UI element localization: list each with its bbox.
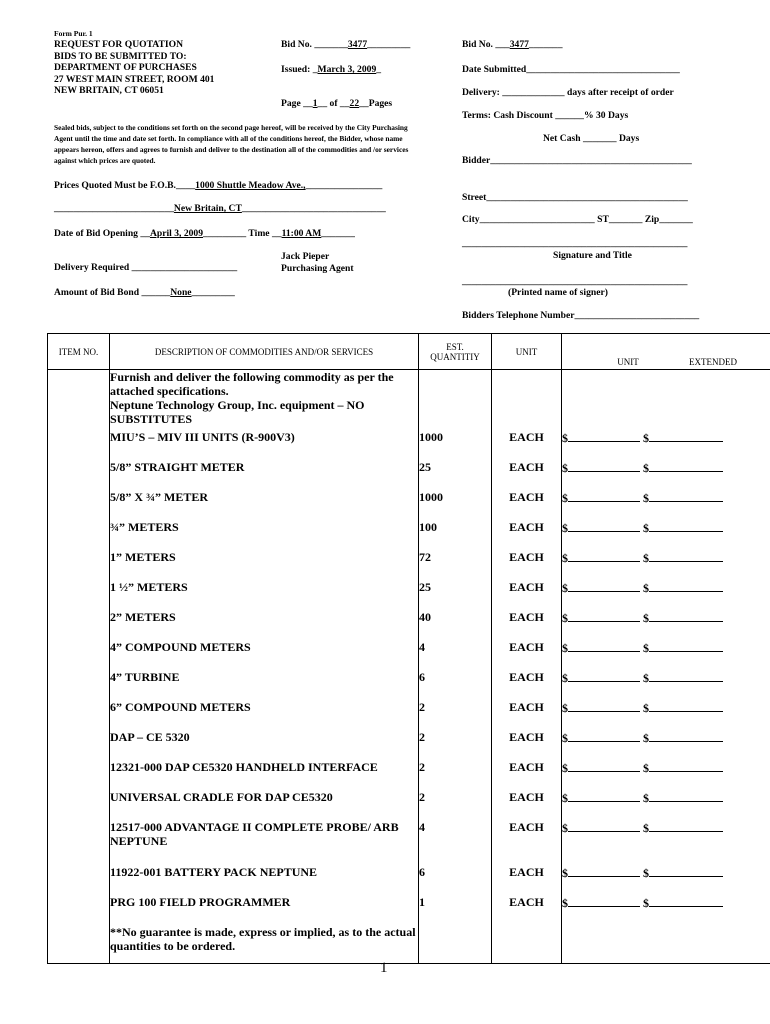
table-row [48,610,770,640]
item-quantity: 25 [419,580,492,610]
item-quantity: 25 [419,460,492,490]
item-description: 11922-001 BATTERY PACK NEPTUNE [110,865,419,895]
delivery-required-line: Delivery Required ______________________ [54,262,238,273]
item-quantity: 2 [419,700,492,730]
item-quantity: 2 [419,730,492,760]
cash-discount-field[interactable]: Terms: Cash Discount ______% 30 Days [462,110,629,121]
item-unit: EACH [492,730,562,760]
col-price: UNIT EXTENDED [562,334,770,370]
item-no-cell [48,640,110,670]
extended-price-field[interactable]: $ [643,671,723,685]
table-row [48,865,770,895]
item-quantity: 2 [419,790,492,820]
bid-no-value: 3477 [347,39,368,50]
right-bid-no: Bid No. ___3477_______ [462,39,563,50]
col-quantity: EST. QUANTITIY [419,334,492,370]
col-unit: UNIT [492,334,562,370]
printed-name-line[interactable]: _______________________________________________ [462,276,688,287]
item-no-cell [48,520,110,550]
extended-price-field[interactable]: $ [643,551,723,565]
item-no-cell [48,460,110,490]
unit-price-field[interactable]: $ [562,896,640,910]
unit-price-field[interactable]: $ [562,671,640,685]
agent-name: Jack Pieper [281,251,330,262]
form-label: Form Pur. 1 [54,29,93,38]
intro-row [48,370,770,431]
extended-price-field[interactable]: $ [643,611,723,625]
unit-price-field[interactable]: $ [562,521,640,535]
item-quantity: 1 [419,895,492,925]
item-unit: EACH [492,700,562,730]
price-cells [562,460,770,490]
item-description: 4” COMPOUND METERS [110,640,419,670]
unit-price-field[interactable]: $ [562,491,640,505]
price-cells [562,670,770,700]
item-no-cell [48,610,110,640]
table-row [48,820,770,865]
table-header-row [48,334,770,370]
bid-bond-line: Amount of Bid Bond ______None_________ [54,287,235,298]
item-quantity: 2 [419,760,492,790]
price-cells [562,520,770,550]
item-no-cell [48,490,110,520]
item-no-cell [48,430,110,460]
net-cash-field[interactable]: Net Cash _______ Days [543,133,640,144]
table-row [48,700,770,730]
price-cells [562,730,770,760]
page-count: Page __1__ of __22__Pages [281,98,393,109]
bid-no-field: Bid No. _______3477_________ [281,39,411,50]
table-row [48,640,770,670]
delivery-days-field[interactable]: Delivery: _____________ days after receipt of order [462,87,674,98]
agent-title: Purchasing Agent [281,262,354,274]
signature-label: Signature and Title [553,250,632,261]
fob-line: Prices Quoted Must be F.O.B.____1000 Shuttle Meadow Ave.,________________ [54,180,383,191]
extended-price-field[interactable]: $ [643,761,723,775]
table-row [48,790,770,820]
title-line: 27 WEST MAIN STREET, ROOM 401 [54,73,215,85]
table-row [48,430,770,460]
item-unit: EACH [492,430,562,460]
price-cells [562,550,770,580]
item-description: 6” COMPOUND METERS [110,700,419,730]
item-unit: EACH [492,520,562,550]
unit-price-field[interactable]: $ [562,731,640,745]
extended-price-field[interactable]: $ [643,866,723,880]
table-row [48,895,770,925]
item-unit: EACH [492,895,562,925]
item-description: 12517-000 ADVANTAGE II COMPLETE PROBE/ ARB NEPTUNE [110,820,419,865]
item-no-cell [48,820,110,865]
item-description: 5/8” X ¾” METER [110,490,419,520]
price-cells [562,820,770,865]
table-row [48,760,770,790]
telephone-field[interactable]: Bidders Telephone Number__________________________ [462,310,700,321]
bid-bond-value: None [170,287,192,298]
city-st-zip-field[interactable]: City________________________ ST_______ Zip_______ [462,214,693,225]
fob-city-line: _________________________New Britain, CT______________________________ [54,203,386,214]
bidder-field[interactable]: Bidder__________________________________________ [462,155,692,166]
unit-price-field[interactable]: $ [562,641,640,655]
price-cells [562,610,770,640]
col-item-no: ITEM NO. [48,334,110,370]
agent-block [281,251,354,274]
item-unit: EACH [492,790,562,820]
unit-price-field[interactable]: $ [562,581,640,595]
item-no-cell [48,865,110,895]
item-unit: EACH [492,550,562,580]
page-number: 1 [380,960,388,976]
item-no-cell [48,895,110,925]
items-table [47,333,770,964]
unit-price-field[interactable]: $ [562,431,640,445]
title-line: BIDS TO BE SUBMITTED TO: [54,50,187,62]
item-quantity: 40 [419,610,492,640]
price-cells [562,895,770,925]
item-no-cell [48,760,110,790]
table-row [48,520,770,550]
item-unit: EACH [492,460,562,490]
unit-price-field[interactable]: $ [562,866,640,880]
price-cells [562,640,770,670]
table-row [48,730,770,760]
extended-price-field[interactable]: $ [643,791,723,805]
item-description: MIU’S – MIV III UNITS (R-900V3) [110,430,419,460]
item-unit: EACH [492,865,562,895]
item-quantity: 4 [419,640,492,670]
item-quantity: 72 [419,550,492,580]
item-unit: EACH [492,760,562,790]
unit-price-field[interactable]: $ [562,701,640,715]
extended-price-field[interactable]: $ [643,491,723,505]
col-description: DESCRIPTION OF COMMODITIES AND/OR SERVICES [110,334,419,370]
extended-price-field[interactable]: $ [643,731,723,745]
price-cells [562,580,770,610]
item-quantity: 6 [419,670,492,700]
fob-city: New Britain, CT [173,203,242,214]
quantity-disclaimer: **No guarantee is made, express or implied, as to the actual quantities to be ordered. [110,925,419,963]
item-description: 1” METERS [110,550,419,580]
item-unit: EACH [492,640,562,670]
price-cells [562,865,770,895]
price-cells [562,700,770,730]
table-row [48,580,770,610]
item-description: 12321-000 DAP CE5320 HANDHELD INTERFACE [110,760,419,790]
price-cells [562,430,770,460]
item-unit: EACH [492,820,562,865]
table-row [48,460,770,490]
bid-opening-date: April 3, 2009 [149,228,204,239]
extended-price-field[interactable]: $ [643,896,723,910]
fob-address: 1000 Shuttle Meadow Ave., [195,180,306,191]
title-line: REQUEST FOR QUOTATION [54,39,184,50]
unit-price-field[interactable]: $ [562,611,640,625]
bid-opening-line: Date of Bid Opening __April 3, 2009_________ Time __11:00 AM_______ [54,228,355,239]
item-no-cell [48,670,110,700]
item-no-cell [48,700,110,730]
title-line: NEW BRITAIN, CT 06051 [54,85,164,96]
intro-text: Furnish and deliver the following commodity as per the attached specifications. Neptune Technology Group, Inc. equipment – NO SUBSTITUTES [110,370,419,431]
item-description: UNIVERSAL CRADLE FOR DAP CE5320 [110,790,419,820]
sealed-bids-text: Sealed bids, subject to the conditions set forth on the second page hereof, will be received by the City Purchasing Agent until the time and date set forth. In compliance with all of the conditions hereof, the Bidder, whose name appears hereon, offers and agrees to furnish and deliver to the destination all of the commodities and /or services against which prices are quoted. [54,123,409,165]
title-line: DEPARTMENT OF PURCHASES [54,62,197,73]
extended-price-field[interactable]: $ [643,821,723,835]
item-no-cell [48,730,110,760]
item-description: DAP – CE 5320 [110,730,419,760]
item-no-cell [48,580,110,610]
table-row [48,550,770,580]
item-description: 2” METERS [110,610,419,640]
item-no-cell [48,550,110,580]
item-description: 4” TURBINE [110,670,419,700]
rfq-title [54,39,214,97]
item-quantity: 100 [419,520,492,550]
item-description: 5/8” STRAIGHT METER [110,460,419,490]
price-cells [562,490,770,520]
item-quantity: 1000 [419,490,492,520]
bid-opening-time: 11:00 AM [281,228,322,239]
item-description: ¾” METERS [110,520,419,550]
extended-price-field[interactable]: $ [643,461,723,475]
item-description: PRG 100 FIELD PROGRAMMER [110,895,419,925]
street-field[interactable]: Street__________________________________________ [462,192,688,203]
table-row [48,490,770,520]
item-unit: EACH [492,490,562,520]
issued-value: March 3, 2009 [317,64,377,75]
unit-price-field[interactable]: $ [562,821,640,835]
signature-line[interactable]: _______________________________________________ [462,238,688,249]
price-cells [562,790,770,820]
item-quantity: 6 [419,865,492,895]
item-unit: EACH [492,610,562,640]
unit-price-field[interactable]: $ [562,761,640,775]
item-quantity: 4 [419,820,492,865]
item-no-cell [48,790,110,820]
extended-price-field[interactable]: $ [643,581,723,595]
item-quantity: 1000 [419,430,492,460]
date-submitted-field[interactable]: Date Submitted________________________________ [462,64,680,75]
table-row [48,670,770,700]
issued-field: Issued: _March 3, 2009_ [281,64,382,75]
item-description: 1 ½” METERS [110,580,419,610]
extended-price-field[interactable]: $ [643,521,723,535]
extended-price-field[interactable]: $ [643,641,723,655]
unit-price-field[interactable]: $ [562,461,640,475]
unit-price-field[interactable]: $ [562,551,640,565]
price-cells [562,760,770,790]
item-unit: EACH [492,580,562,610]
unit-price-field[interactable]: $ [562,791,640,805]
extended-price-field[interactable]: $ [643,701,723,715]
footnote-row [48,925,770,963]
extended-price-field[interactable]: $ [643,431,723,445]
printed-name-label: (Printed name of signer) [508,287,608,298]
item-unit: EACH [492,670,562,700]
